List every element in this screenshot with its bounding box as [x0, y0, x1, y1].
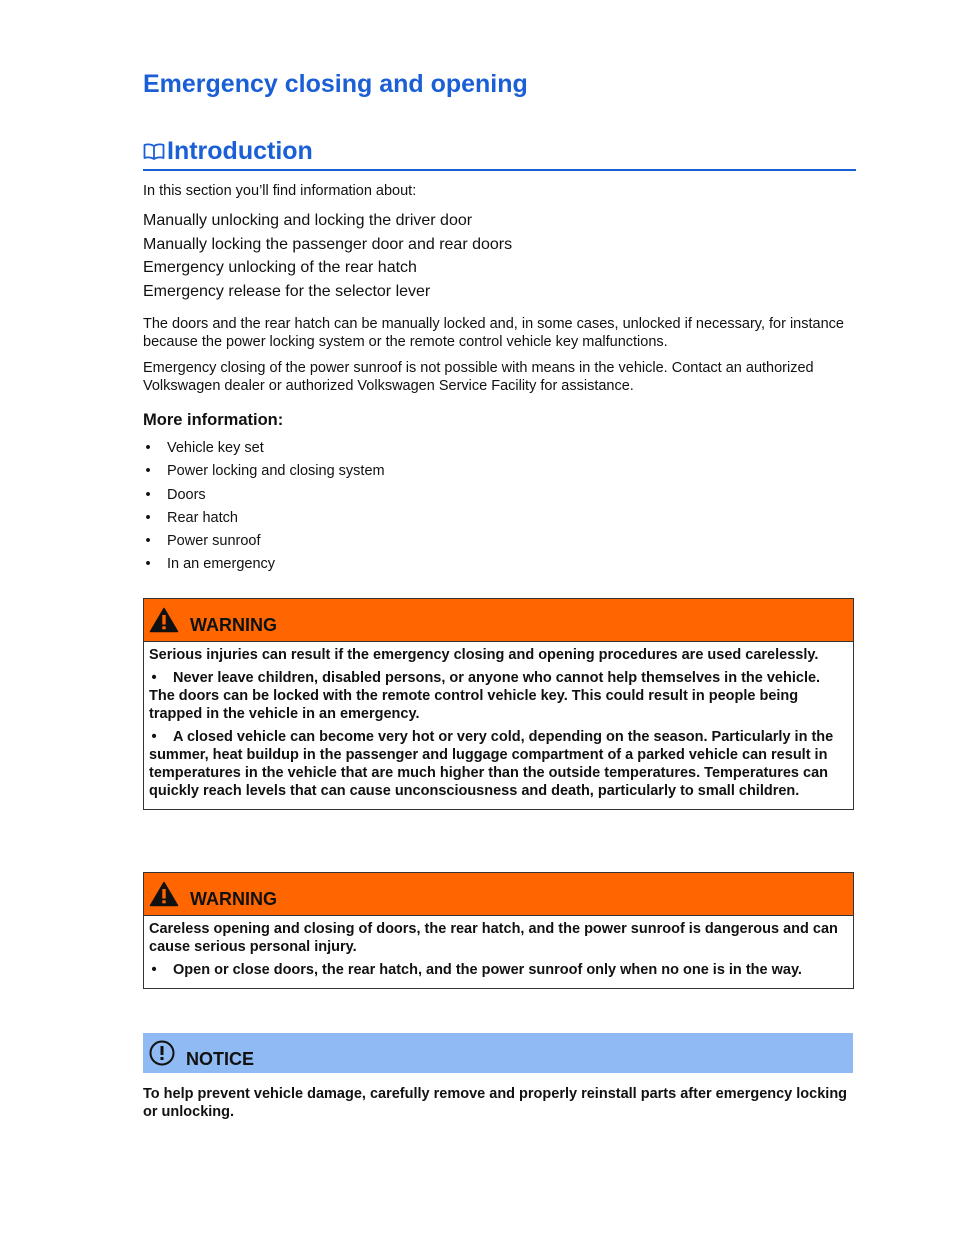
warning-lead: Careless opening and closing of doors, the rear hatch, and the power sunroof is dangerous and can cause serious personal injury.: [149, 921, 838, 955]
more-info-item[interactable]: [143, 437, 385, 460]
warning-bullet: • Never leave children, disabled persons, or anyone who cannot help themselves in the vehicle. The doors can be locked with the remote control vehicle key. This could result in people being trapped in the vehicle in an emergency.: [149, 670, 821, 722]
warning-label: WARNING: [190, 615, 277, 635]
more-info-link[interactable]: In an emergency: [167, 556, 276, 573]
warning-triangle-icon: [149, 881, 179, 907]
topic-list: [143, 209, 512, 303]
more-info-link[interactable]: Doors: [167, 486, 206, 503]
warning-header: [144, 873, 853, 916]
topic-item: Manually locking the passenger door and rear doors: [143, 235, 513, 253]
bullet: •: [145, 533, 151, 550]
more-info-link[interactable]: Power locking and closing system: [167, 463, 385, 480]
more-info-heading: More information:: [143, 411, 284, 429]
more-info-link[interactable]: Vehicle key set: [167, 440, 264, 456]
bullet: •: [151, 729, 157, 745]
more-info-item[interactable]: [143, 553, 385, 576]
bullet: •: [145, 440, 151, 456]
exclamation-circle-icon: [149, 1040, 175, 1066]
warning-header: [144, 599, 853, 642]
body-paragraph: Emergency closing of the power sunroof is not possible with means in the vehicle. Contact an authorized Volkswagen dealer or authorized Volkswagen Service Facility for assistance.: [143, 360, 814, 394]
notice-header: [143, 1033, 853, 1073]
warning-box: [143, 872, 854, 989]
book-icon: [143, 142, 165, 160]
warning-body: [144, 916, 853, 988]
bullet: •: [151, 962, 157, 978]
more-info-list: [143, 437, 385, 577]
more-info-item[interactable]: [143, 460, 385, 483]
bullet: •: [145, 556, 151, 573]
warning-bullet: • A closed vehicle can become very hot or very cold, depending on the season. Particularly in the summer, heat buildup in the passenger and luggage compartment of a parked vehicle can result in temperatures in the vehicle that are much higher than the outside temperatures. Temperatures can quickly reach levels that can cause unconsciousness and death, particularly to small children.: [149, 729, 834, 799]
bullet: •: [145, 509, 151, 526]
notice-label: NOTICE: [186, 1049, 255, 1069]
body-paragraph: The doors and the rear hatch can be manually locked and, in some cases, unlocked if necessary, for instance because the power locking system or the remote control vehicle key malfunctions.: [143, 316, 844, 350]
bullet: •: [151, 670, 157, 686]
more-info-link[interactable]: Power sunroof: [167, 533, 261, 550]
topic-item: Manually unlocking and locking the driver door: [143, 212, 473, 229]
more-info-item[interactable]: [143, 484, 385, 507]
intro-text: In this section you’ll find information about:: [143, 183, 417, 199]
bullet: •: [145, 486, 151, 503]
bullet: •: [145, 463, 151, 480]
more-info-item[interactable]: [143, 530, 385, 553]
more-info-item[interactable]: [143, 507, 385, 530]
warning-body: [144, 642, 853, 809]
page-title: Emergency closing and opening: [143, 70, 528, 98]
topic-item: Emergency release for the selector lever: [143, 282, 431, 300]
warning-box: [143, 598, 854, 810]
section-header: [143, 136, 856, 171]
warning-bullet: • Open or close doors, the rear hatch, and the power sunroof only when no one is in the way.: [149, 961, 847, 979]
warning-lead: Serious injuries can result if the emergency closing and opening procedures are used carelessly.: [149, 647, 819, 663]
section-title: Introduction: [167, 137, 313, 165]
topic-item: Emergency unlocking of the rear hatch: [143, 259, 417, 276]
warning-label: WARNING: [190, 889, 277, 909]
more-info-link[interactable]: Rear hatch: [167, 509, 238, 526]
notice-text: To help prevent vehicle damage, carefully remove and properly reinstall parts after emergency locking or unlocking.: [143, 1086, 848, 1120]
warning-triangle-icon: [149, 607, 179, 633]
